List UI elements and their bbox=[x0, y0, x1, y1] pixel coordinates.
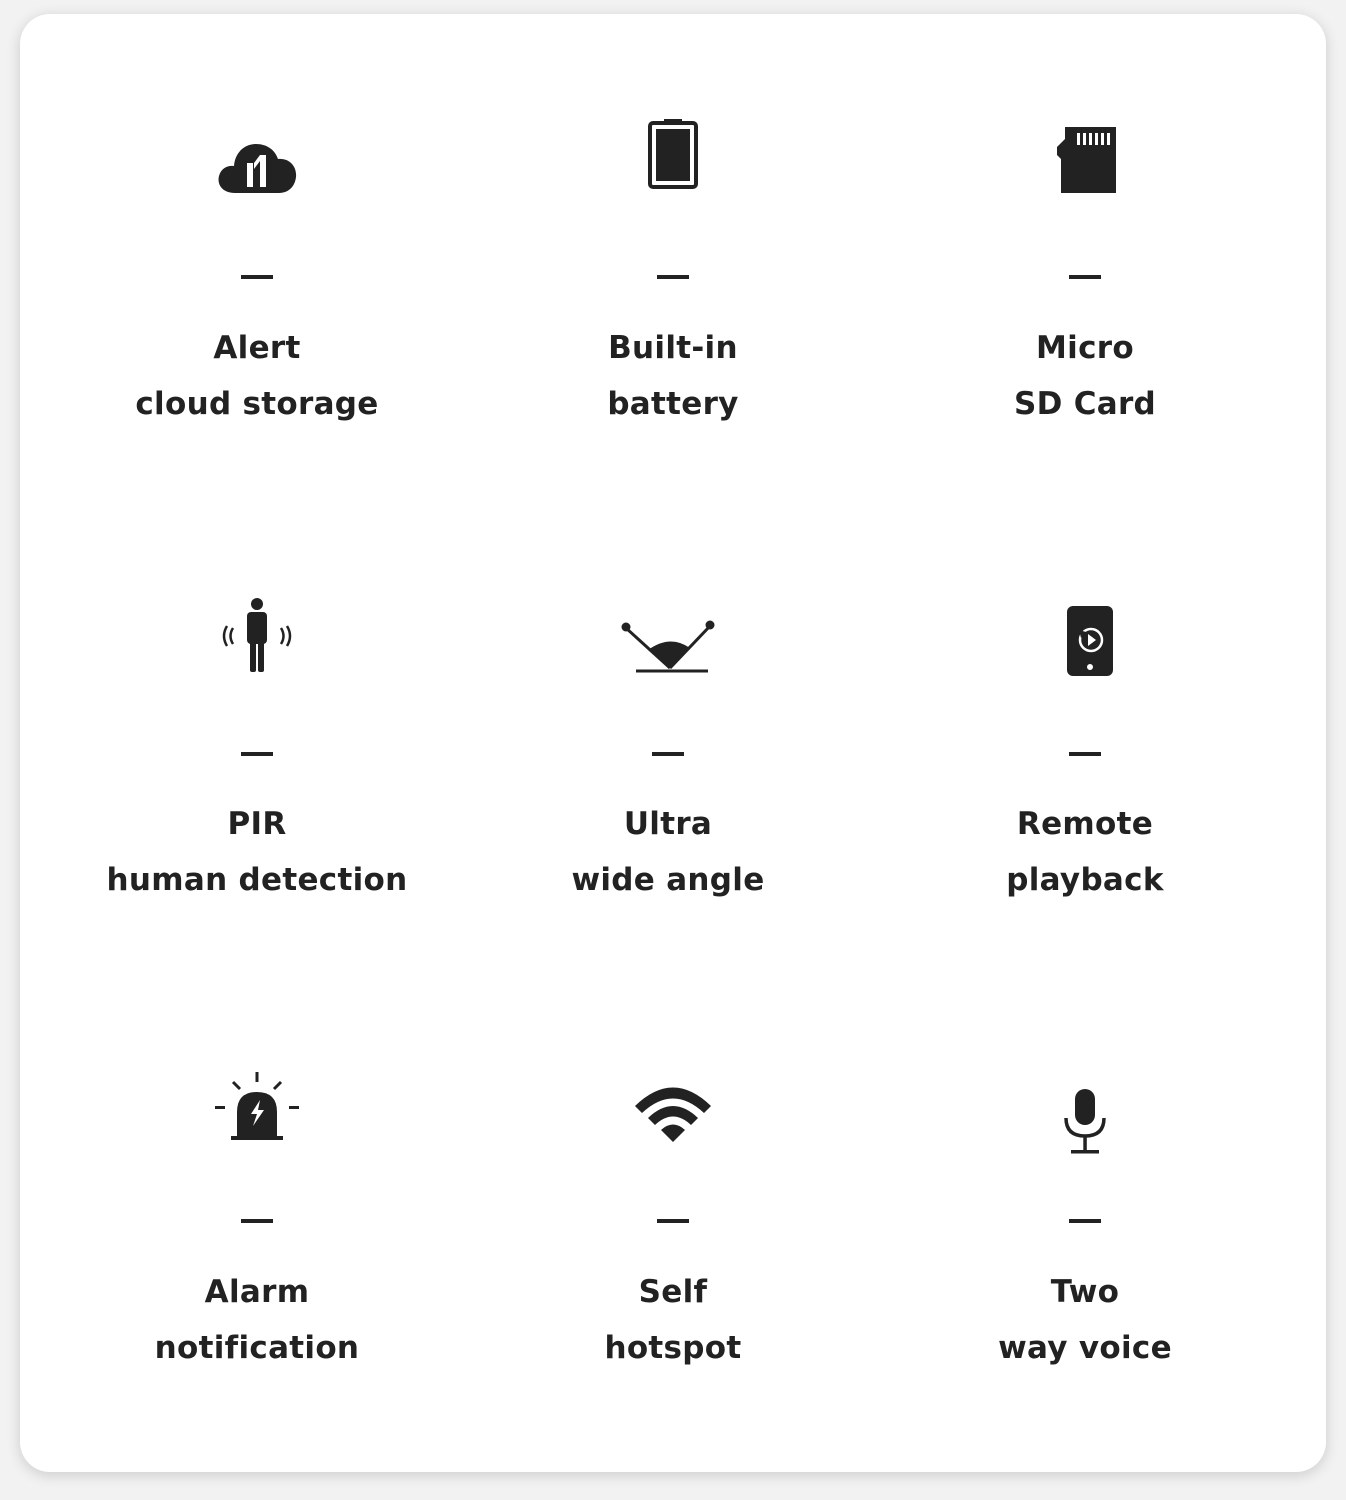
feature-subtitle: human detection bbox=[106, 862, 408, 898]
wifi-hotspot-icon bbox=[623, 1064, 723, 1164]
divider-dash bbox=[241, 752, 273, 756]
feature-label bbox=[885, 796, 1285, 908]
feature-title: Built-in bbox=[608, 330, 738, 366]
alarm-siren-icon bbox=[207, 1064, 307, 1164]
feature-subtitle: hotspot bbox=[604, 1330, 742, 1366]
feature-subtitle: cloud storage bbox=[135, 386, 379, 422]
feature-subtitle: playback bbox=[1006, 862, 1164, 898]
feature-label bbox=[57, 320, 457, 432]
micro-sd-card-icon bbox=[1035, 119, 1135, 219]
features-card bbox=[20, 14, 1326, 1472]
feature-label bbox=[468, 796, 868, 908]
feature-title: Ultra bbox=[623, 806, 713, 842]
feature-label bbox=[57, 796, 457, 908]
feature-subtitle: wide angle bbox=[571, 862, 765, 898]
feature-title: Alarm bbox=[204, 1274, 310, 1310]
feature-subtitle: notification bbox=[154, 1330, 360, 1366]
feature-subtitle: way voice bbox=[998, 1330, 1172, 1366]
feature-title: Micro bbox=[1036, 330, 1134, 366]
feature-label bbox=[885, 320, 1285, 432]
feature-label bbox=[473, 320, 873, 432]
microphone-icon bbox=[1035, 1064, 1135, 1164]
divider-dash bbox=[1069, 1219, 1101, 1223]
feature-title: Self bbox=[638, 1274, 708, 1310]
feature-subtitle: SD Card bbox=[1013, 386, 1157, 422]
divider-dash bbox=[1069, 275, 1101, 279]
person-motion-icon bbox=[207, 594, 307, 694]
divider-dash bbox=[657, 275, 689, 279]
divider-dash bbox=[657, 1219, 689, 1223]
divider-dash bbox=[652, 752, 684, 756]
cloud-upload-icon bbox=[207, 119, 307, 219]
feature-label bbox=[473, 1264, 873, 1376]
feature-title: Alert bbox=[213, 330, 301, 366]
feature-title: PIR bbox=[227, 806, 287, 842]
divider-dash bbox=[1069, 752, 1101, 756]
battery-icon bbox=[623, 119, 723, 219]
feature-title: Remote bbox=[1016, 806, 1154, 842]
feature-label bbox=[57, 1264, 457, 1376]
feature-title: Two bbox=[1050, 1274, 1120, 1310]
divider-dash bbox=[241, 275, 273, 279]
phone-playback-icon bbox=[1035, 594, 1135, 694]
feature-label bbox=[885, 1264, 1285, 1376]
divider-dash bbox=[241, 1219, 273, 1223]
feature-subtitle: battery bbox=[607, 386, 739, 422]
wide-angle-icon bbox=[618, 594, 718, 694]
